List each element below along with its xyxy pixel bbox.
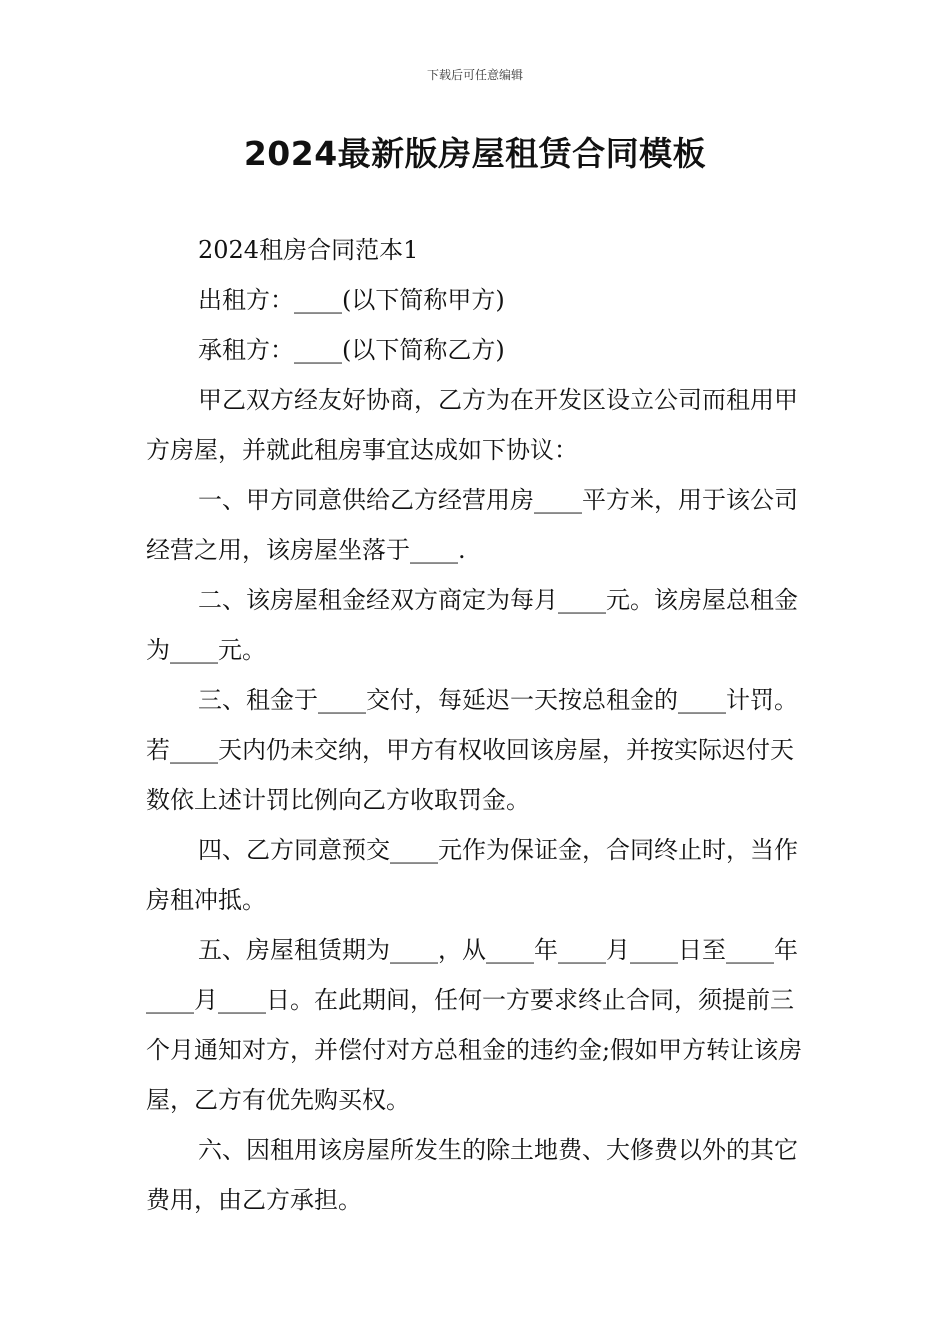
paragraph-lessee: 承租方：____(以下简称乙方) [198,336,505,364]
paragraph-clause-2: 二、该房屋租金经双方商定为每月____元。该房屋总租金为____元。 [146,586,798,664]
header-note: 下载后可任意编辑 [426,68,523,82]
document-body [146,225,808,1225]
paragraph-clause-6: 六、因租用该房屋所发生的除土地费、大修费以外的其它费用，由乙方承担。 [146,1136,798,1214]
paragraph-lessor: 出租方：____(以下简称甲方) [198,286,505,314]
paragraph-preamble: 甲乙双方经友好协商，乙方为在开发区设立公司而租用甲方房屋，并就此租房事宜达成如下协议： [146,386,798,464]
paragraph-clause-1: 一、甲方同意供给乙方经营用房____平方米，用于该公司经营之用，该房屋坐落于____. [146,486,798,564]
paragraph-clause-4: 四、乙方同意预交____元作为保证金，合同终止时，当作房租冲抵。 [146,836,798,914]
paragraph-clause-3: 三、租金于____交付，每延迟一天按总租金的____计罚。若____天内仍未交纳，甲方有权收回该房屋，并按实际迟付天数依上述计罚比例向乙方收取罚金。 [146,686,798,814]
document-title: 2024最新版房屋租赁合同模板 [243,134,707,173]
paragraph-contract-sample: 2024租房合同范本1 [198,236,419,264]
paragraph-clause-5: 五、房屋租赁期为____，从____年____月____日至____年____月____日。在此期间，任何一方要求终止合同，须提前三个月通知对方，并偿付对方总租金的违约金;假如甲方转让该房屋，乙方有优先购买权。 [146,936,803,1114]
